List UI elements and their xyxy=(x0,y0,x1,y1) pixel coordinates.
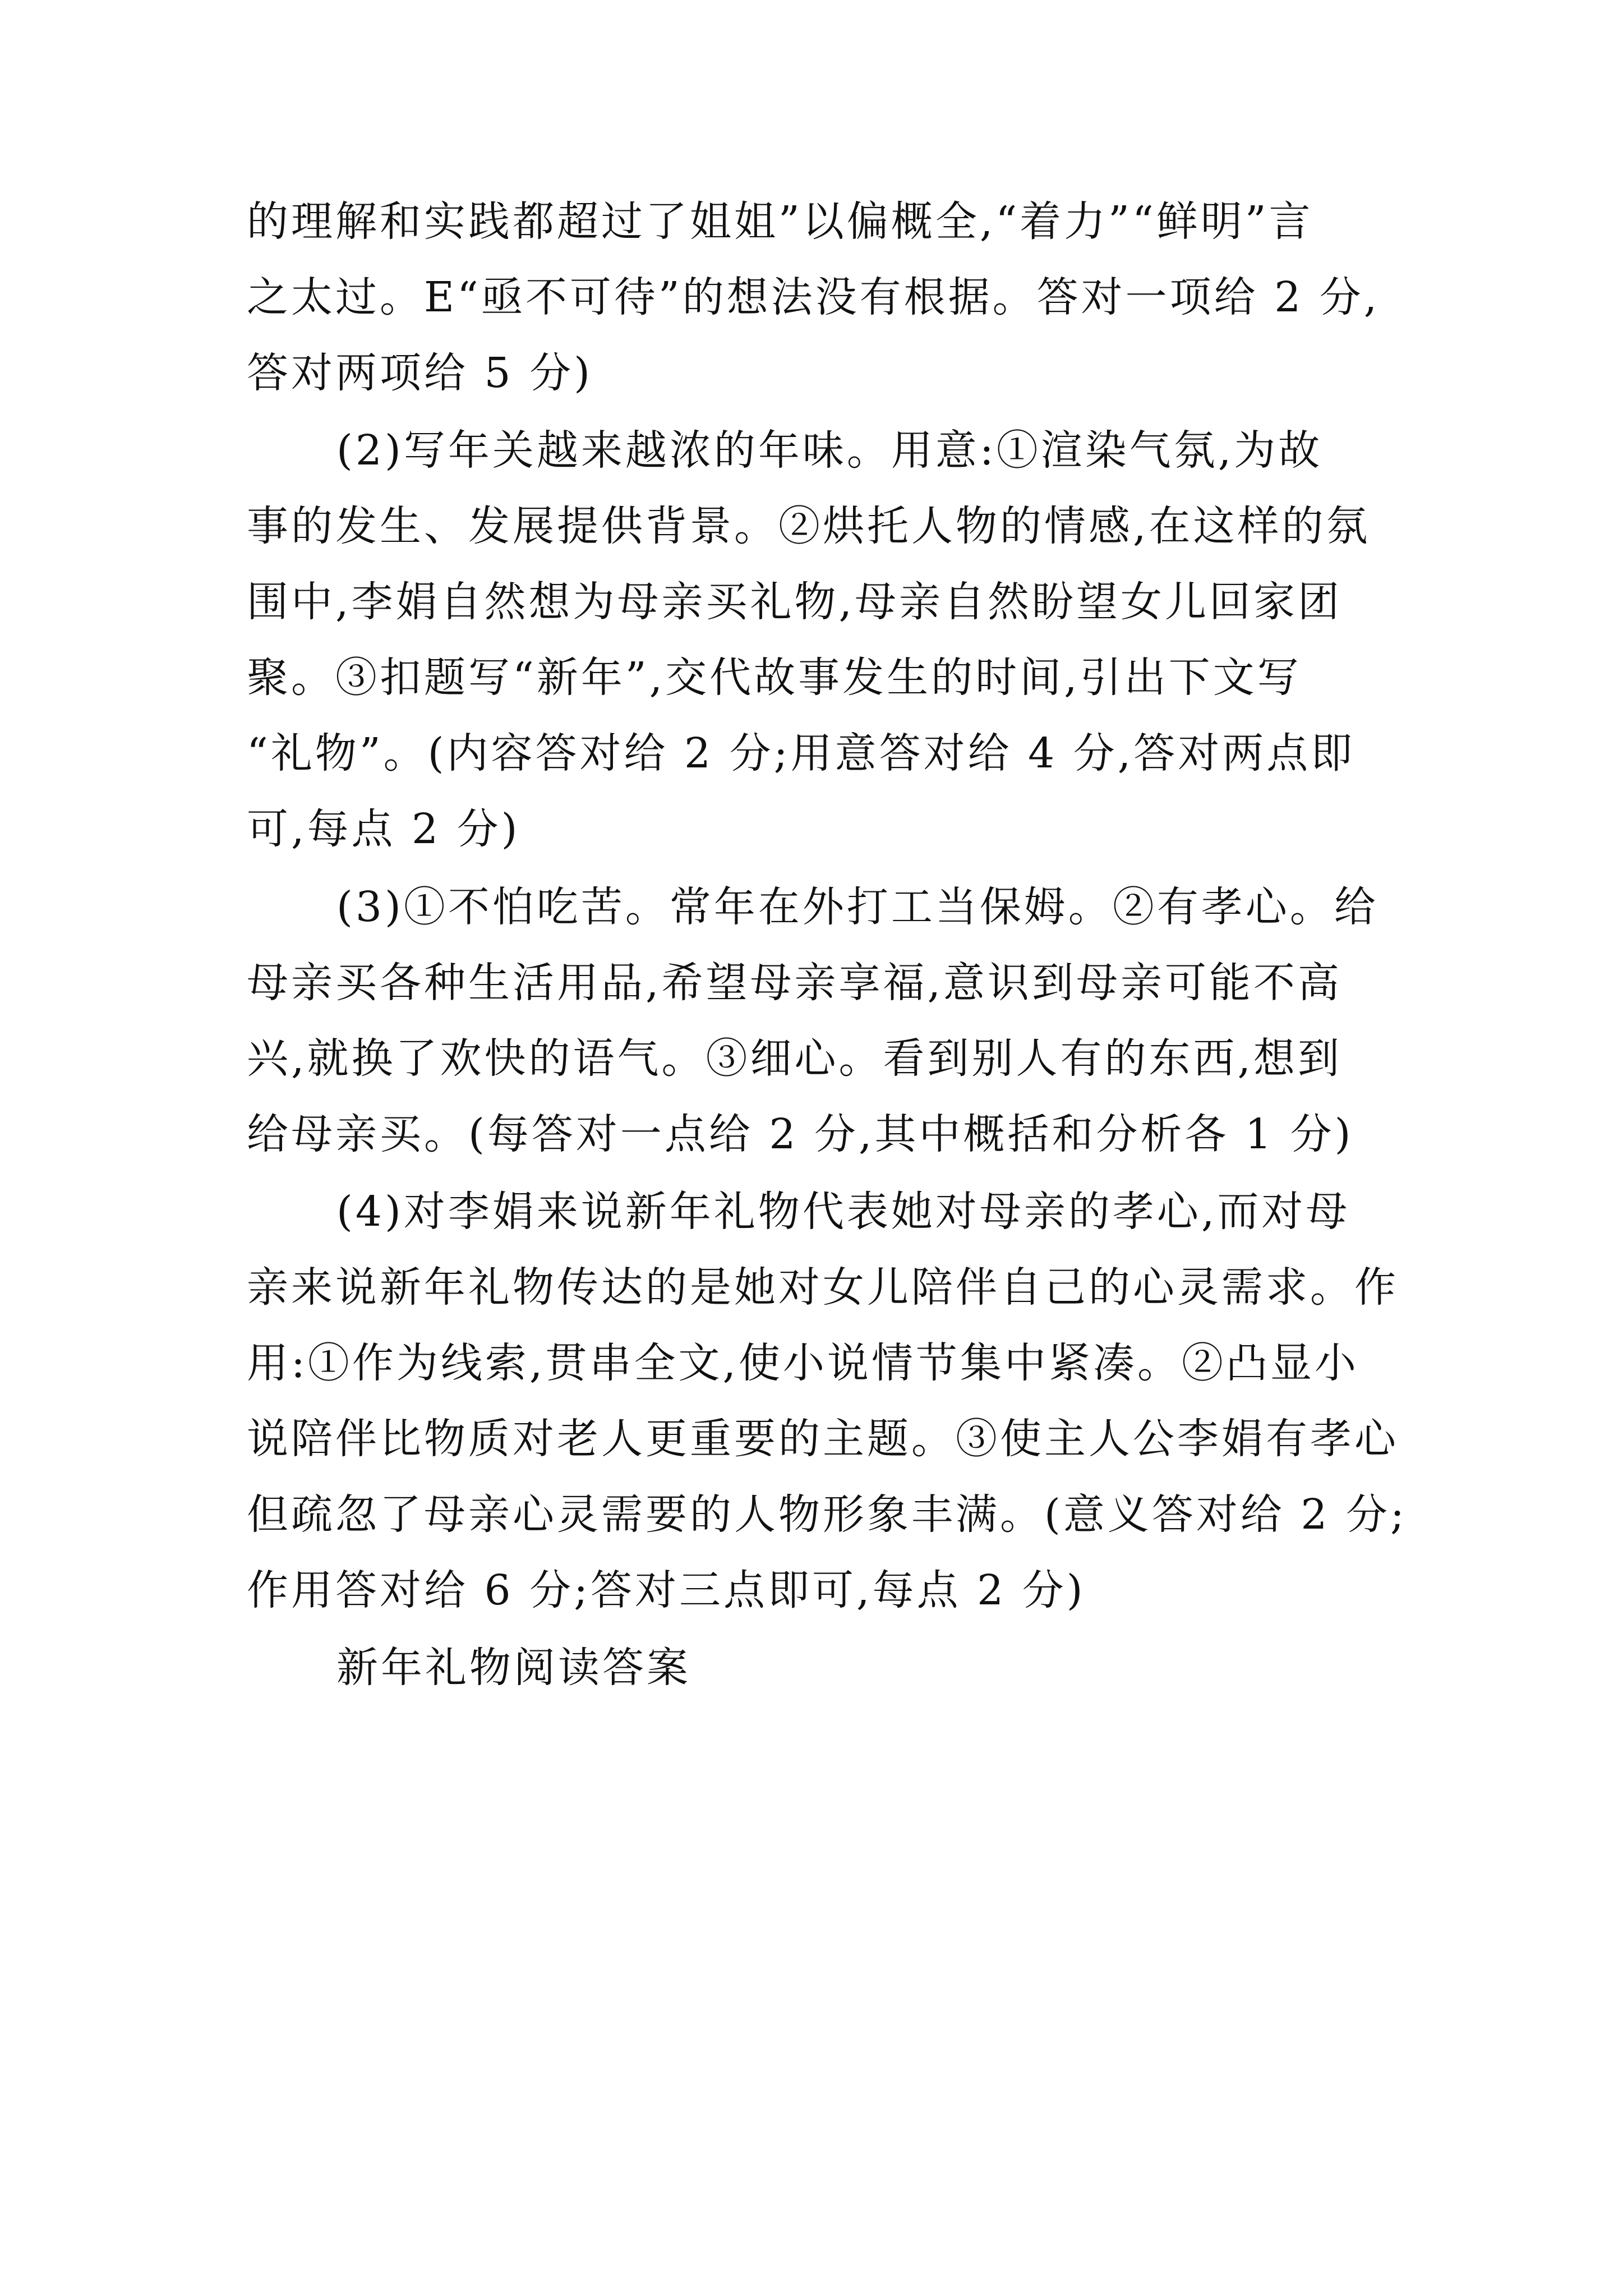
text-line: 围中,李娟自然想为母亲买礼物,母亲自然盼望女儿回家团 xyxy=(247,578,1343,626)
text-line: 聚。③扣题写“新年”,交代故事发生的时间,引出下文写 xyxy=(247,654,1302,702)
text-line: 可,每点 2 分) xyxy=(247,805,520,853)
text-line: 母亲买各种生活用品,希望母亲享福,意识到母亲可能不高 xyxy=(247,959,1343,1007)
text-line: “礼物”。(内容答对给 2 分;用意答对给 4 分,答对两点即 xyxy=(247,729,1355,777)
text-line: 作用答对给 6 分;答对三点即可,每点 2 分) xyxy=(247,1566,1086,1614)
paragraph-start-line: (2)写年关越来越浓的年味。用意:①渲染气氛,为故 xyxy=(336,426,1323,475)
text-line: 说陪伴比物质对老人更重要的主题。③使主人公李娟有孝心 xyxy=(247,1415,1399,1463)
text-line: 之太过。E“亟不可待”的想法没有根据。答对一项给 2 分, xyxy=(247,273,1380,321)
paragraph-start-line: (3)①不怕吃苦。常年在外打工当保姆。②有孝心。给 xyxy=(336,883,1378,931)
text-line: 的理解和实践都超过了姐姐”以偏概全,“着力”“鲜明”言 xyxy=(247,197,1313,246)
text-line: 兴,就换了欢快的语气。③细心。看到别人有的东西,想到 xyxy=(247,1034,1343,1083)
text-line: 但疏忽了母亲心灵需要的人物形象丰满。(意义答对给 2 分; xyxy=(247,1490,1407,1539)
document-title-line: 新年礼物阅读答案 xyxy=(336,1644,691,1692)
text-line: 亲来说新年礼物传达的是她对女儿陪伴自己的心灵需求。作 xyxy=(247,1263,1399,1312)
text-line: 事的发生、发展提供背景。②烘托人物的情感,在这样的氛 xyxy=(247,502,1371,550)
paragraph-start-line: (4)对李娟来说新年礼物代表她对母亲的孝心,而对母 xyxy=(336,1188,1350,1236)
text-line: 用:①作为线索,贯串全文,使小说情节集中紧凑。②凸显小 xyxy=(247,1339,1359,1387)
text-line: 给母亲买。(每答对一点给 2 分,其中概括和分析各 1 分) xyxy=(247,1110,1354,1158)
text-line: 答对两项给 5 分) xyxy=(247,349,593,397)
